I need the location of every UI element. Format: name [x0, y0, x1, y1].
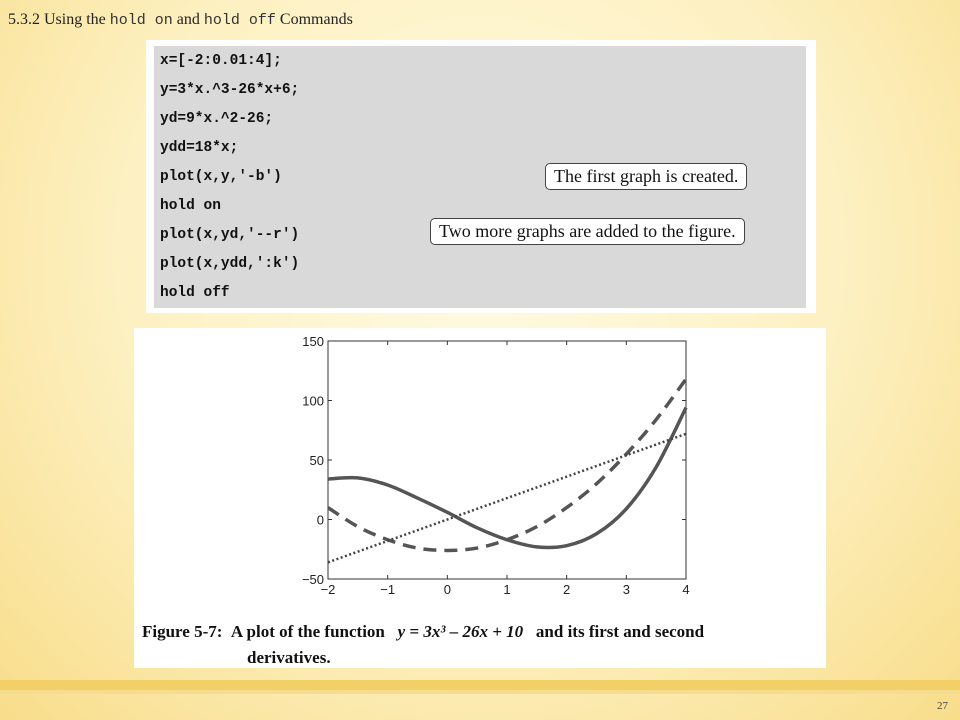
- x-tick-label: 3: [622, 582, 630, 597]
- callout-first-graph: The first graph is created.: [545, 163, 747, 190]
- code-line-5: plot(x,y,'-b'): [160, 169, 282, 185]
- x-tick-label: −1: [380, 582, 396, 597]
- figure-panel: [134, 328, 826, 668]
- x-tick-label: −2: [320, 582, 336, 597]
- y-tick-label: 50: [309, 453, 324, 468]
- slide-title: [8, 11, 353, 29]
- x-tick-label: 4: [682, 582, 690, 597]
- caption-equation: y = 3x³ – 26x + 10: [397, 622, 524, 641]
- x-tick-label: 0: [443, 582, 451, 597]
- plot-axes-box: [328, 341, 686, 579]
- title-prefix: 5.3.2 Using the: [8, 11, 110, 28]
- code-line-4: ydd=18*x;: [160, 140, 239, 156]
- plot-svg: [134, 328, 826, 618]
- caption-text-1: A plot of the function: [230, 622, 385, 641]
- caption-text-2: and its first and second: [535, 622, 705, 641]
- title-suffix: Commands: [275, 11, 353, 28]
- footer-bar-light: [0, 690, 960, 694]
- code-line-2: y=3*x.^3-26*x+6;: [160, 82, 300, 98]
- code-line-6: hold on: [160, 198, 221, 214]
- code-line-1: x=[-2:0.01:4];: [160, 53, 282, 69]
- code-block: [154, 46, 806, 308]
- code-panel: [146, 40, 816, 313]
- callout-more-graphs: Two more graphs are added to the figure.: [430, 218, 745, 245]
- y-tick-label: −50: [301, 572, 324, 587]
- x-tick-label: 2: [563, 582, 571, 597]
- code-line-8: plot(x,ydd,':k'): [160, 256, 300, 272]
- x-tick-label: 1: [503, 582, 511, 597]
- figure-caption: [142, 622, 704, 642]
- y-tick-label: 0: [316, 512, 324, 528]
- code-line-3: yd=9*x.^2-26;: [160, 111, 274, 127]
- y-tick-label: 150: [302, 334, 324, 349]
- code-line-7: plot(x,yd,'--r'): [160, 227, 300, 243]
- title-code-hold-off: hold off: [203, 12, 276, 29]
- title-mid: and: [172, 11, 204, 28]
- title-code-hold-on: hold on: [109, 12, 173, 29]
- page-number: 27: [937, 700, 948, 712]
- caption-figure-label: Figure 5-7:: [142, 622, 223, 641]
- y-tick-label: 100: [302, 393, 324, 409]
- code-line-9: hold off: [160, 285, 230, 301]
- footer-bar: [0, 680, 960, 690]
- caption-text-3: derivatives.: [247, 648, 331, 667]
